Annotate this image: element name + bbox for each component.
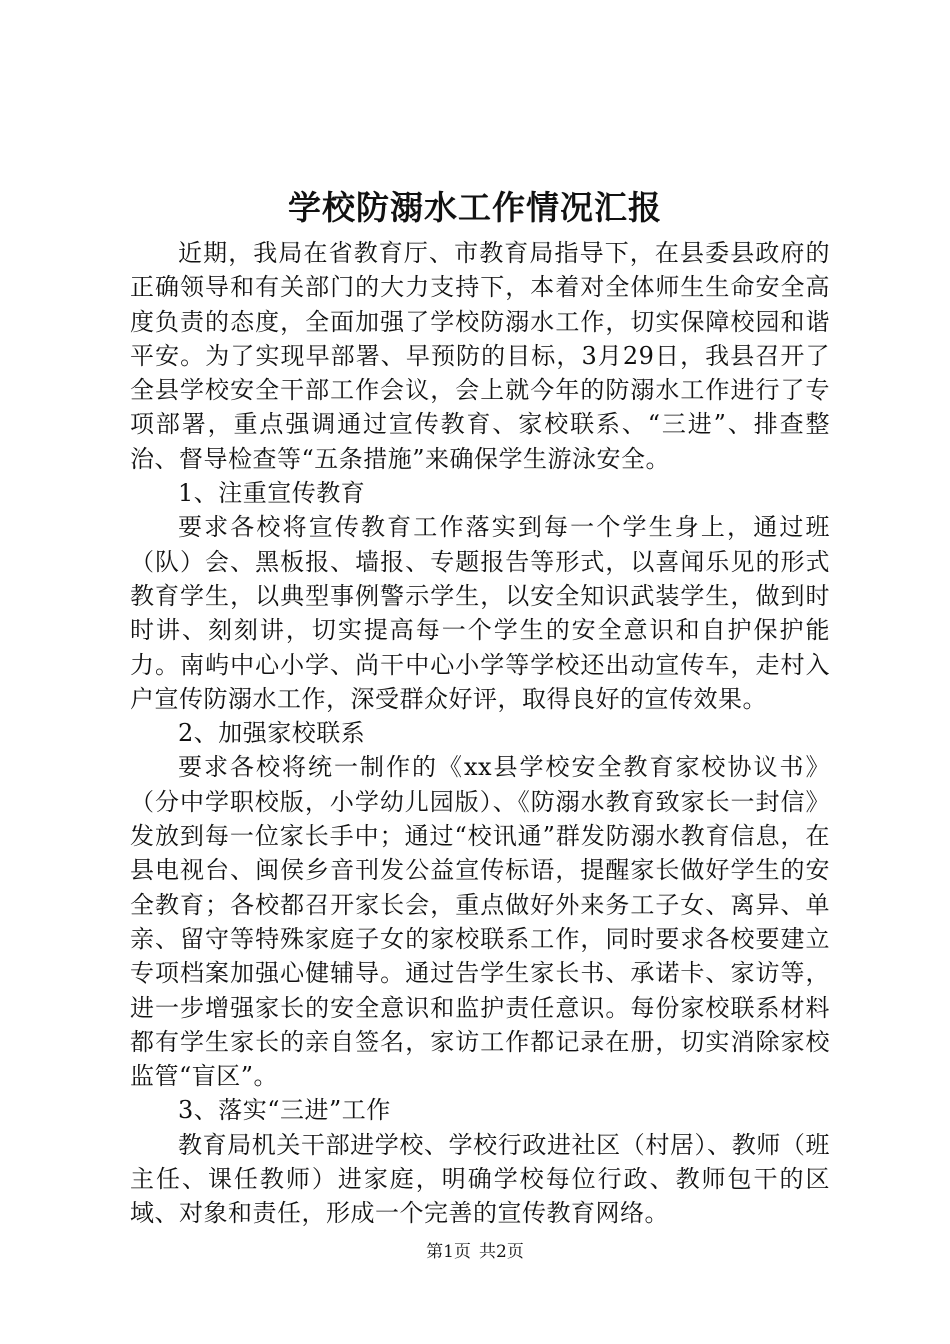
- document-body: [130, 236, 830, 1231]
- paragraph-section-1: 要求各校将宣传教育工作落实到每一个学生身上，通过班（队）会、黑板报、墙报、专题报告等形式，以喜闻乐见的形式教育学生，以典型事例警示学生，以安全知识武装学生，做到时时讲、刻刻讲，切实提高每一个学生的安全意识和自护保护能力。南屿中心小学、尚干中心小学等学校还出动宣传车，走村入户宣传防溺水工作，深受群众好评，取得良好的宣传效果。: [130, 513, 830, 713]
- document-title: 学校防溺水工作情况汇报: [288, 188, 662, 227]
- section-heading-1: 1、注重宣传教育: [178, 479, 366, 508]
- page-total: 共2页: [479, 1242, 524, 1262]
- page-footer: [0, 1240, 950, 1264]
- paragraph-intro: 近期，我局在省教育厅、市教育局指导下，在县委县政府的正确领导和有关部门的大力支持下，本着对全体师生生命安全高度负责的态度，全面加强了学校防溺水工作，切实保障校园和谐平安。为了实现早部署、早预防的目标，3月29日，我县召开了全县学校安全干部工作会议，会上就今年的防溺水工作进行了专项部署，重点强调通过宣传教育、家校联系、“三进”、排查整治、督导检查等“五条措施”来确保学生游泳安全。: [130, 239, 830, 473]
- section-heading-2: 2、加强家校联系: [178, 719, 366, 748]
- page-number: 第1页: [426, 1242, 471, 1262]
- paragraph-section-3: 教育局机关干部进学校、学校行政进社区（村居）、教师（班主任、课任教师）进家庭，明确学校每位行政、教师包干的区域、对象和责任，形成一个完善的宣传教育网络。: [130, 1130, 830, 1228]
- section-heading-3: 3、落实“三进”工作: [178, 1096, 391, 1125]
- paragraph-section-2: 要求各校将统一制作的《xx县学校安全教育家校协议书》（分中学职校版，小学幼儿园版）、《防溺水教育致家长一封信》发放到每一位家长手中；通过“校讯通”群发防溺水教育信息，在县电视台、闽侯乡音刊发公益宣传标语，提醒家长做好学生的安全教育；各校都召开家长会，重点做好外来务工子女、离异、单亲、留守等特殊家庭子女的家校联系工作，同时要求各校要建立专项档案加强心健辅导。通过告学生家长书、承诺卡、家访等，进一步增强家长的安全意识和监护责任意识。每份家校联系材料都有学生家长的亲自签名，家访工作都记录在册，切实消除家校监管“盲区”。: [130, 753, 830, 1091]
